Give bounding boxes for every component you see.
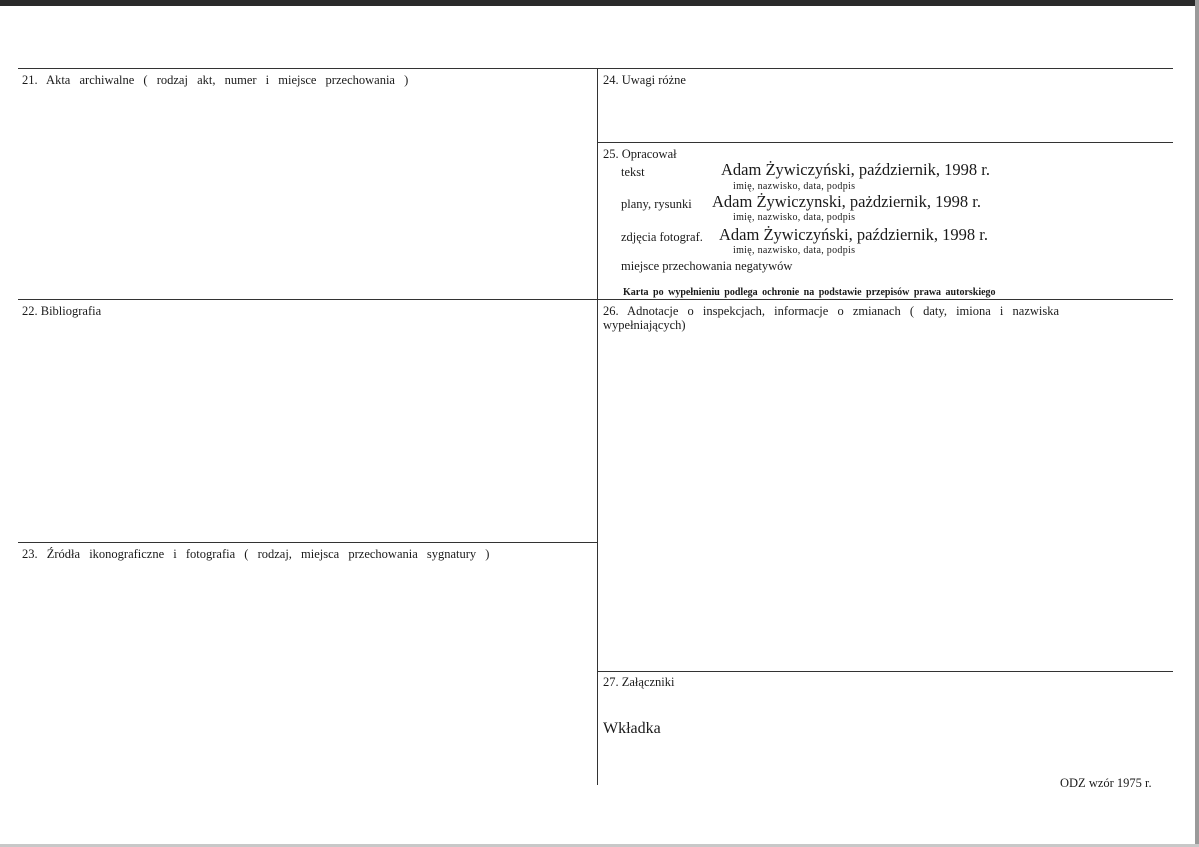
rule-21-22 [18, 299, 1173, 300]
field-23-zrodla-ikonograficzne: 23. Źródła ikonograficzne i fotografia ( rodzaj, miejsca przechowania sygnatury ) [22, 547, 490, 561]
copyright-note: Karta po wypełnieniu podlega ochronie na podstawie przepisów prawa autorskiego [623, 287, 996, 298]
form-footer: ODZ wzór 1975 r. [1060, 776, 1152, 790]
zdjecia-value: Adam Żywiczyński, październik, 1998 r. [719, 225, 988, 244]
tekst-value: Adam Żywiczyński, październik, 1998 r. [721, 160, 990, 179]
top-rule [18, 68, 1173, 69]
field-26-adnotacje-cont: wypełniających) [603, 318, 686, 332]
field-27-zalaczniki: 27. Załączniki [603, 675, 675, 689]
scan-right-edge [1195, 0, 1199, 847]
rule-26-27 [597, 671, 1173, 672]
center-divider [597, 68, 598, 785]
tekst-caption: imię, nazwisko, data, podpis [733, 181, 856, 192]
scan-top-edge [0, 0, 1199, 6]
field-26-adnotacje: 26. Adnotacje o inspekcjach, informacje o zmianach ( daty, imiona i nazwiska [603, 304, 1060, 318]
negatywy-label: miejsce przechowania negatywów [621, 259, 793, 273]
field-24-uwagi: 24. Uwagi różne [603, 73, 686, 87]
field-22-bibliografia: 22. Bibliografia [22, 304, 102, 318]
plany-label: plany, rysunki [621, 197, 692, 211]
tekst-label: tekst [621, 165, 645, 179]
field-21-akta-archiwalne: 21. Akta archiwalne ( rodzaj akt, numer i miejsce przechowania ) [22, 73, 409, 87]
rule-24-25 [597, 142, 1173, 143]
zdjecia-caption: imię, nazwisko, data, podpis [733, 245, 856, 256]
plany-value: Adam Żywiczynski, pażdziernik, 1998 r. [712, 192, 981, 211]
zdjecia-label: zdjęcia fotograf. [621, 230, 703, 244]
plany-caption: imię, nazwisko, data, podpis [733, 212, 856, 223]
rule-22-23 [18, 542, 598, 543]
field-25-opracowal: 25. Opracował [603, 147, 677, 161]
zalaczniki-value: Wkładka [603, 720, 661, 737]
